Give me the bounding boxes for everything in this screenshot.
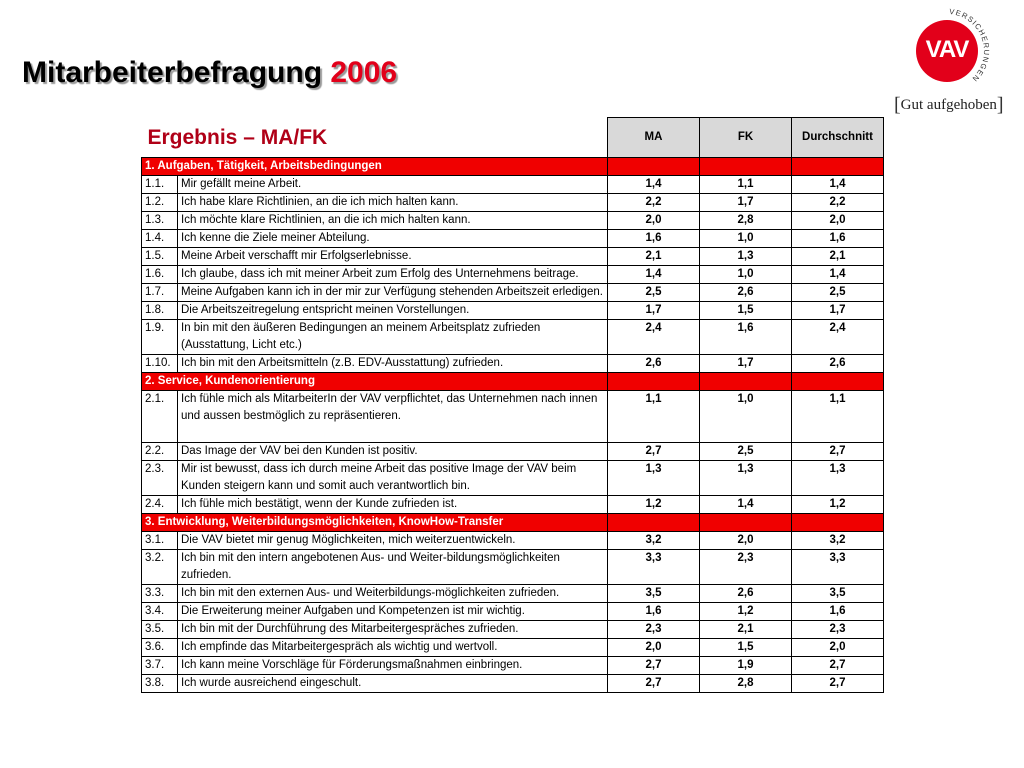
item-number: 2.1.	[142, 391, 178, 443]
item-statement: Ich habe klare Richtlinien, an die ich mich halten kann.	[178, 194, 608, 212]
table-row	[142, 320, 884, 355]
item-statement: Ich wurde ausreichend eingeschult.	[178, 675, 608, 693]
item-statement: Ich möchte klare Richtlinien, an die ich mich halten kann.	[178, 212, 608, 230]
item-statement: Ich bin mit der Durchführung des Mitarbeitergespräches zufrieden.	[178, 621, 608, 639]
value-ma: 1,2	[608, 496, 700, 514]
section-blank-cell	[700, 158, 792, 176]
item-number: 3.1.	[142, 532, 178, 550]
column-header-fk: FK	[700, 118, 792, 158]
page-title-year: 2006	[330, 56, 398, 89]
item-statement: Ich kann meine Vorschläge für Förderungsmaßnahmen einbringen.	[178, 657, 608, 675]
value-ma: 1,6	[608, 230, 700, 248]
item-number: 1.9.	[142, 320, 178, 355]
value-fk: 1,5	[700, 302, 792, 320]
item-number: 3.3.	[142, 585, 178, 603]
value-fk: 1,0	[700, 266, 792, 284]
table-row	[142, 212, 884, 230]
table-row	[142, 302, 884, 320]
value-durchschnitt: 3,5	[792, 585, 884, 603]
item-statement: Das Image der VAV bei den Kunden ist positiv.	[178, 443, 608, 461]
value-durchschnitt: 1,2	[792, 496, 884, 514]
value-ma: 2,1	[608, 248, 700, 266]
table-row	[142, 355, 884, 373]
value-durchschnitt: 3,2	[792, 532, 884, 550]
item-number: 3.4.	[142, 603, 178, 621]
value-durchschnitt: 1,1	[792, 391, 884, 443]
table-row	[142, 194, 884, 212]
item-number: 1.5.	[142, 248, 178, 266]
item-number: 1.8.	[142, 302, 178, 320]
table-row	[142, 639, 884, 657]
item-number: 2.4.	[142, 496, 178, 514]
value-fk: 1,1	[700, 176, 792, 194]
value-durchschnitt: 2,7	[792, 675, 884, 693]
section-blank-cell	[608, 514, 700, 532]
value-ma: 2,7	[608, 657, 700, 675]
table-row	[142, 284, 884, 302]
value-fk: 2,1	[700, 621, 792, 639]
table-row	[142, 266, 884, 284]
item-statement: Ich bin mit den Arbeitsmitteln (z.B. EDV-Ausstattung) zufrieden.	[178, 355, 608, 373]
value-fk: 2,8	[700, 675, 792, 693]
table-title: Ergebnis – MA/FK	[142, 118, 608, 158]
table-row	[142, 496, 884, 514]
section-header-row	[142, 158, 884, 176]
value-ma: 1,1	[608, 391, 700, 443]
item-number: 3.6.	[142, 639, 178, 657]
item-statement: Die VAV bietet mir genug Möglichkeiten, mich weiterzuentwickeln.	[178, 532, 608, 550]
value-ma: 2,7	[608, 443, 700, 461]
table-row	[142, 550, 884, 585]
value-fk: 1,3	[700, 248, 792, 266]
table-row	[142, 585, 884, 603]
value-fk: 1,9	[700, 657, 792, 675]
value-ma: 3,5	[608, 585, 700, 603]
value-ma: 2,4	[608, 320, 700, 355]
item-number: 2.3.	[142, 461, 178, 496]
value-durchschnitt: 2,5	[792, 284, 884, 302]
table-row	[142, 657, 884, 675]
value-fk: 1,7	[700, 194, 792, 212]
logo-brand: VAV	[925, 36, 969, 63]
page-title	[22, 56, 397, 90]
section-blank-cell	[700, 373, 792, 391]
table-row	[142, 675, 884, 693]
value-ma: 1,3	[608, 461, 700, 496]
item-statement: Ich glaube, dass ich mit meiner Arbeit zum Erfolg des Unternehmens beitrage.	[178, 266, 608, 284]
value-durchschnitt: 1,4	[792, 266, 884, 284]
value-durchschnitt: 2,1	[792, 248, 884, 266]
item-number: 3.8.	[142, 675, 178, 693]
results-table	[141, 117, 884, 693]
section-header-row	[142, 373, 884, 391]
value-fk: 2,3	[700, 550, 792, 585]
value-fk: 2,6	[700, 585, 792, 603]
value-ma: 2,6	[608, 355, 700, 373]
value-ma: 2,0	[608, 212, 700, 230]
value-durchschnitt: 2,7	[792, 657, 884, 675]
value-ma: 1,4	[608, 266, 700, 284]
value-fk: 1,7	[700, 355, 792, 373]
table-row	[142, 621, 884, 639]
item-number: 3.5.	[142, 621, 178, 639]
table-row	[142, 248, 884, 266]
item-number: 1.1.	[142, 176, 178, 194]
section-blank-cell	[792, 158, 884, 176]
value-durchschnitt: 2,0	[792, 212, 884, 230]
value-durchschnitt: 2,2	[792, 194, 884, 212]
value-fk: 1,6	[700, 320, 792, 355]
table-header-row	[142, 118, 884, 158]
column-header-durchschnitt: Durchschnitt	[792, 118, 884, 158]
value-durchschnitt: 1,3	[792, 461, 884, 496]
value-durchschnitt: 1,6	[792, 603, 884, 621]
section-blank-cell	[608, 373, 700, 391]
item-statement: Ich fühle mich bestätigt, wenn der Kunde zufrieden ist.	[178, 496, 608, 514]
item-number: 3.2.	[142, 550, 178, 585]
section-title: 3. Entwicklung, Weiterbildungsmöglichkeiten, KnowHow-Transfer	[142, 514, 608, 532]
item-number: 1.4.	[142, 230, 178, 248]
value-ma: 2,0	[608, 639, 700, 657]
table-row	[142, 461, 884, 496]
item-number: 1.2.	[142, 194, 178, 212]
table-row	[142, 443, 884, 461]
logo-slogan: [Gut aufgehoben]	[894, 94, 1004, 116]
table-row	[142, 532, 884, 550]
section-header-row	[142, 514, 884, 532]
logo-slogan-text: Gut aufgehoben	[900, 97, 997, 113]
value-durchschnitt: 1,4	[792, 176, 884, 194]
value-ma: 2,7	[608, 675, 700, 693]
value-durchschnitt: 1,6	[792, 230, 884, 248]
table-row	[142, 176, 884, 194]
value-ma: 1,4	[608, 176, 700, 194]
item-number: 1.3.	[142, 212, 178, 230]
value-fk: 1,4	[700, 496, 792, 514]
value-durchschnitt: 2,4	[792, 320, 884, 355]
vav-logo	[890, 6, 1010, 124]
item-number: 1.7.	[142, 284, 178, 302]
section-blank-cell	[792, 514, 884, 532]
value-ma: 1,6	[608, 603, 700, 621]
value-fk: 2,0	[700, 532, 792, 550]
value-ma: 2,5	[608, 284, 700, 302]
value-fk: 2,5	[700, 443, 792, 461]
column-header-ma: MA	[608, 118, 700, 158]
item-statement: Mir ist bewusst, dass ich durch meine Arbeit das positive Image der VAV beim Kunden steigern kann und somit auch verantwortlich bin.	[178, 461, 608, 496]
table-row	[142, 391, 884, 443]
item-statement: Ich kenne die Ziele meiner Abteilung.	[178, 230, 608, 248]
section-title: 2. Service, Kundenorientierung	[142, 373, 608, 391]
item-statement: Meine Arbeit verschafft mir Erfolgserlebnisse.	[178, 248, 608, 266]
item-statement: Die Erweiterung meiner Aufgaben und Kompetenzen ist mir wichtig.	[178, 603, 608, 621]
value-durchschnitt: 2,0	[792, 639, 884, 657]
item-statement: Ich fühle mich als MitarbeiterIn der VAV verpflichtet, das Unternehmen nach innen und aussen bestmöglich zu repräsentieren.	[178, 391, 608, 443]
svg-text:VERSICHERUNGEN: VERSICHERUNGEN	[948, 6, 992, 84]
value-ma: 3,3	[608, 550, 700, 585]
section-blank-cell	[700, 514, 792, 532]
value-ma: 3,2	[608, 532, 700, 550]
value-ma: 2,2	[608, 194, 700, 212]
item-statement: Meine Aufgaben kann ich in der mir zur Verfügung stehenden Arbeitszeit erledigen.	[178, 284, 608, 302]
value-fk: 1,5	[700, 639, 792, 657]
table-row	[142, 603, 884, 621]
value-durchschnitt: 2,3	[792, 621, 884, 639]
item-number: 3.7.	[142, 657, 178, 675]
value-fk: 2,6	[700, 284, 792, 302]
section-blank-cell	[792, 373, 884, 391]
table-row	[142, 230, 884, 248]
value-durchschnitt: 2,6	[792, 355, 884, 373]
item-number: 1.6.	[142, 266, 178, 284]
value-fk: 1,3	[700, 461, 792, 496]
value-durchschnitt: 3,3	[792, 550, 884, 585]
value-fk: 2,8	[700, 212, 792, 230]
section-title: 1. Aufgaben, Tätigkeit, Arbeitsbedingungen	[142, 158, 608, 176]
item-number: 1.10.	[142, 355, 178, 373]
item-statement: In bin mit den äußeren Bedingungen an meinem Arbeitsplatz zufrieden (Ausstattung, Licht etc.)	[178, 320, 608, 355]
page-title-main: Mitarbeiterbefragung	[22, 56, 323, 89]
item-statement: Mir gefällt meine Arbeit.	[178, 176, 608, 194]
value-durchschnitt: 1,7	[792, 302, 884, 320]
value-fk: 1,2	[700, 603, 792, 621]
value-durchschnitt: 2,7	[792, 443, 884, 461]
item-statement: Die Arbeitszeitregelung entspricht meinen Vorstellungen.	[178, 302, 608, 320]
item-statement: Ich bin mit den intern angebotenen Aus- und Weiter-bildungsmöglichkeiten zufrieden.	[178, 550, 608, 585]
item-statement: Ich bin mit den externen Aus- und Weiterbildungs-möglichkeiten zufrieden.	[178, 585, 608, 603]
value-ma: 1,7	[608, 302, 700, 320]
item-number: 2.2.	[142, 443, 178, 461]
value-fk: 1,0	[700, 230, 792, 248]
item-statement: Ich empfinde das Mitarbeitergespräch als wichtig und wertvoll.	[178, 639, 608, 657]
value-fk: 1,0	[700, 391, 792, 443]
section-blank-cell	[608, 158, 700, 176]
value-ma: 2,3	[608, 621, 700, 639]
